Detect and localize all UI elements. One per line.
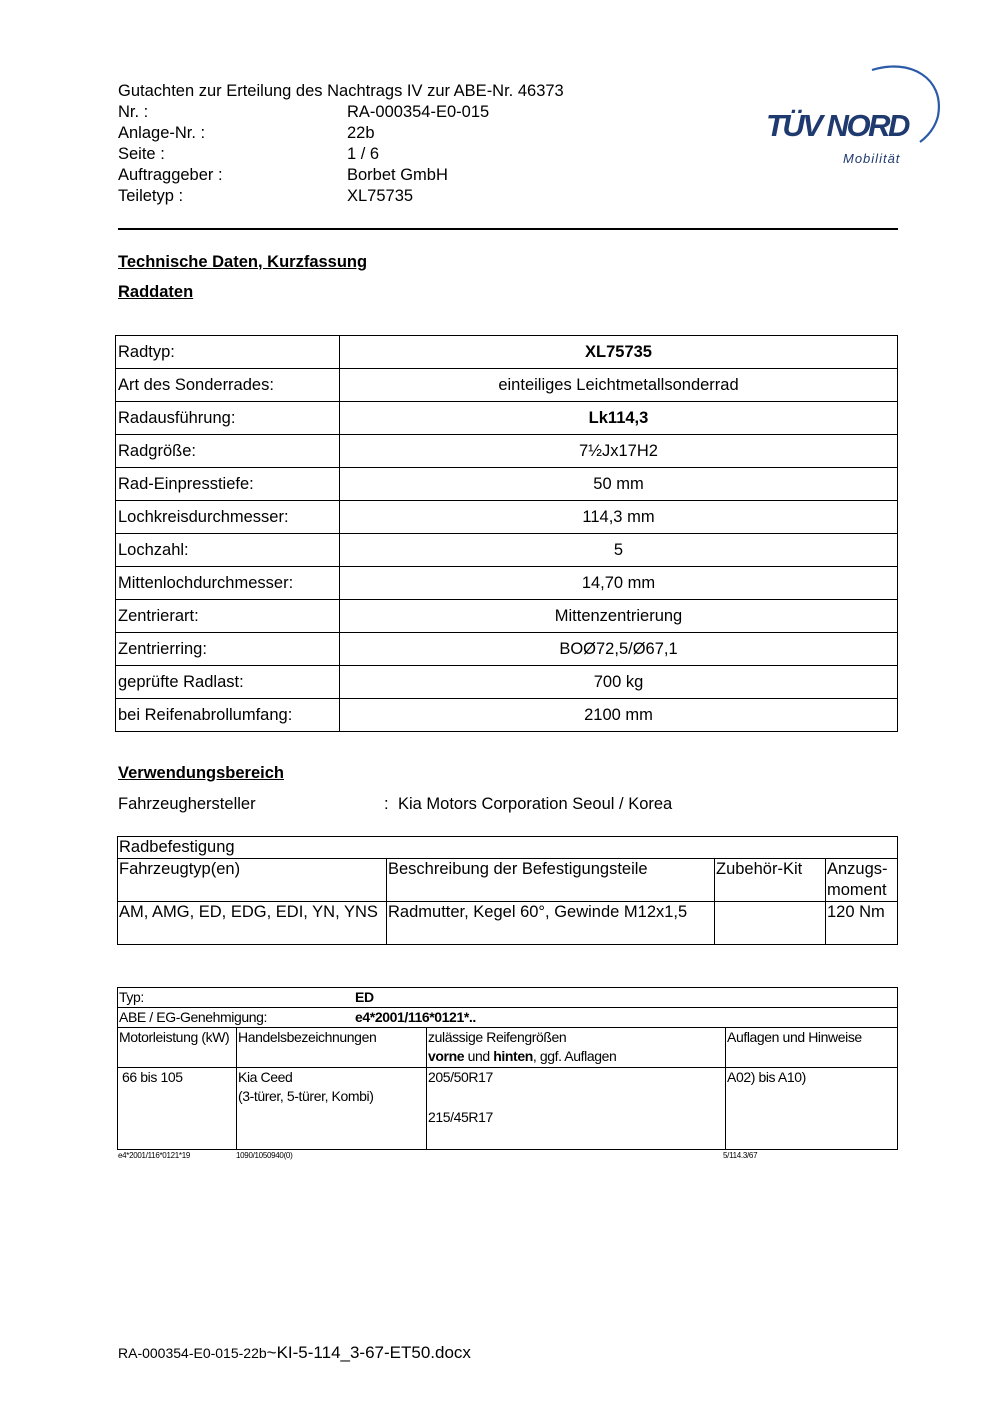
hinten-label: hinten xyxy=(493,1048,533,1064)
table-row xyxy=(118,859,898,902)
table-row xyxy=(116,468,898,501)
typ-table xyxy=(117,987,898,1150)
typ-row xyxy=(118,988,898,1008)
footer-rest: ~KI-5-114_3-67-ET50.docx xyxy=(266,1343,471,1362)
reifen-header-sub xyxy=(428,1047,724,1066)
small-note: e4*2001/116*0121*19 xyxy=(118,1151,191,1160)
raddaten-value: 700 kg xyxy=(340,666,898,699)
header-label: Auftraggeber : xyxy=(118,166,223,184)
small-note: 1090/1050940(0) xyxy=(236,1151,293,1160)
table-cell: 66 bis 105 xyxy=(118,1068,237,1150)
und-label: und xyxy=(464,1048,494,1064)
raddaten-key: Radgröße: xyxy=(116,435,340,468)
header-label: Anlage-Nr. : xyxy=(118,124,206,142)
vorne-label: vorne xyxy=(428,1048,465,1064)
raddaten-value: 7½Jx17H2 xyxy=(340,435,898,468)
table-cell: Radmutter, Kegel 60°, Gewinde M12x1,5 xyxy=(387,902,715,945)
table-row xyxy=(118,1068,898,1150)
logo-sub: Mobilität xyxy=(843,151,901,166)
table-row xyxy=(116,435,898,468)
table-header-cell xyxy=(427,1028,726,1068)
table-header-cell: Zubehör-Kit xyxy=(715,859,826,902)
footer-prefix: RA-000354-E0-015-22b xyxy=(118,1345,267,1361)
raddaten-key: Radtyp: xyxy=(116,336,340,369)
hersteller-value: Kia Motors Corporation Seoul / Korea xyxy=(398,795,673,813)
raddaten-value: 2100 mm xyxy=(340,699,898,732)
table-row xyxy=(116,633,898,666)
abe-row xyxy=(118,1008,898,1028)
hersteller-label: Fahrzeughersteller xyxy=(118,795,256,813)
typ-value: ED xyxy=(355,989,374,1005)
table-cell: AM, AMG, ED, EDG, EDI, YN, YNS xyxy=(118,902,387,945)
reifen-header-line: zulässige Reifengrößen xyxy=(428,1029,567,1045)
raddaten-key: Lochzahl: xyxy=(116,534,340,567)
table-cell xyxy=(237,1068,427,1150)
table-header-cell: Auflagen und Hinweise xyxy=(726,1028,898,1068)
small-note: 5/114.3/67 xyxy=(723,1151,758,1160)
table-cell: A02) bis A10) xyxy=(726,1068,898,1150)
raddaten-key: Lochkreisdurchmesser: xyxy=(116,501,340,534)
raddaten-value: Lk114,3 xyxy=(340,402,898,435)
table-header-cell: Anzugs-moment xyxy=(826,859,898,902)
raddaten-key: Zentrierart: xyxy=(116,600,340,633)
raddaten-value: 5 xyxy=(340,534,898,567)
table-row xyxy=(116,336,898,369)
table-row xyxy=(116,369,898,402)
raddaten-value: einteiliges Leichtmetallsonderrad xyxy=(340,369,898,402)
table-cell: 120 Nm xyxy=(826,902,898,945)
header-value: XL75735 xyxy=(347,187,414,205)
table-cell xyxy=(715,902,826,945)
typ-label: Typ: xyxy=(119,989,144,1005)
radbefestigung-title: Radbefestigung xyxy=(118,837,898,859)
table-row xyxy=(118,902,898,945)
section-heading-verwendungsbereich: Verwendungsbereich xyxy=(118,764,284,782)
abe-value: e4*2001/116*0121*.. xyxy=(355,1009,476,1025)
table-header-cell: Fahrzeugtyp(en) xyxy=(118,859,387,902)
table-row xyxy=(116,534,898,567)
raddaten-value: 14,70 mm xyxy=(340,567,898,600)
table-header-cell: Handelsbezeichnungen xyxy=(237,1028,427,1068)
table-row xyxy=(116,666,898,699)
reifen-size: 205/50R17 xyxy=(428,1069,493,1085)
table-row xyxy=(116,402,898,435)
raddaten-value: 50 mm xyxy=(340,468,898,501)
header-label: Nr. : xyxy=(118,103,149,121)
raddaten-value: BOØ72,5/Ø67,1 xyxy=(340,633,898,666)
raddaten-key: Zentrierring: xyxy=(116,633,340,666)
raddaten-value: 114,3 mm xyxy=(340,501,898,534)
table-row xyxy=(116,501,898,534)
table-row xyxy=(116,699,898,732)
table-header-cell: Motorleistung (kW) xyxy=(118,1028,237,1068)
tuev-nord-logo xyxy=(760,58,945,173)
table-cell xyxy=(427,1068,726,1150)
raddaten-key: geprüfte Radlast: xyxy=(116,666,340,699)
auflagen-suffix: , ggf. Auflagen xyxy=(532,1048,617,1064)
raddaten-key: Radausführung: xyxy=(116,402,340,435)
header-value: Borbet GmbH xyxy=(347,166,448,184)
table-row xyxy=(116,567,898,600)
raddaten-key: bei Reifenabrollumfang: xyxy=(116,699,340,732)
logo-brand: TÜV NORD xyxy=(766,108,908,143)
raddaten-key: Rad-Einpresstiefe: xyxy=(116,468,340,501)
table-row xyxy=(116,600,898,633)
raddaten-table xyxy=(115,335,898,732)
reifen-size: 215/45R17 xyxy=(428,1109,493,1125)
header-label: Seite : xyxy=(118,145,165,163)
table-row xyxy=(118,988,898,1008)
section-heading-raddaten: Raddaten xyxy=(118,283,194,301)
handel-line: Kia Ceed xyxy=(238,1069,293,1085)
header-value: 22b xyxy=(347,124,375,142)
raddaten-key: Mittenlochdurchmesser: xyxy=(116,567,340,600)
raddaten-key: Art des Sonderrades: xyxy=(116,369,340,402)
table-row xyxy=(118,1008,898,1028)
table-row xyxy=(118,837,898,859)
raddaten-value: Mittenzentrierung xyxy=(340,600,898,633)
abe-label: ABE / EG-Genehmigung: xyxy=(119,1009,268,1025)
header-divider xyxy=(118,228,898,230)
header-value: 1 / 6 xyxy=(347,145,380,163)
header-value: RA-000354-E0-015 xyxy=(347,103,490,121)
header-label: Teiletyp : xyxy=(118,187,184,205)
section-heading-technische-daten: Technische Daten, Kurzfassung xyxy=(118,253,368,271)
handel-line: (3-türer, 5-türer, Kombi) xyxy=(238,1088,374,1104)
table-row xyxy=(118,1028,898,1068)
hersteller-separator: : xyxy=(384,795,389,813)
footer-filename xyxy=(118,1343,471,1363)
table-header-cell: Beschreibung der Befestigungsteile xyxy=(387,859,715,902)
radbefestigung-table xyxy=(117,836,898,945)
raddaten-value: XL75735 xyxy=(340,336,898,369)
